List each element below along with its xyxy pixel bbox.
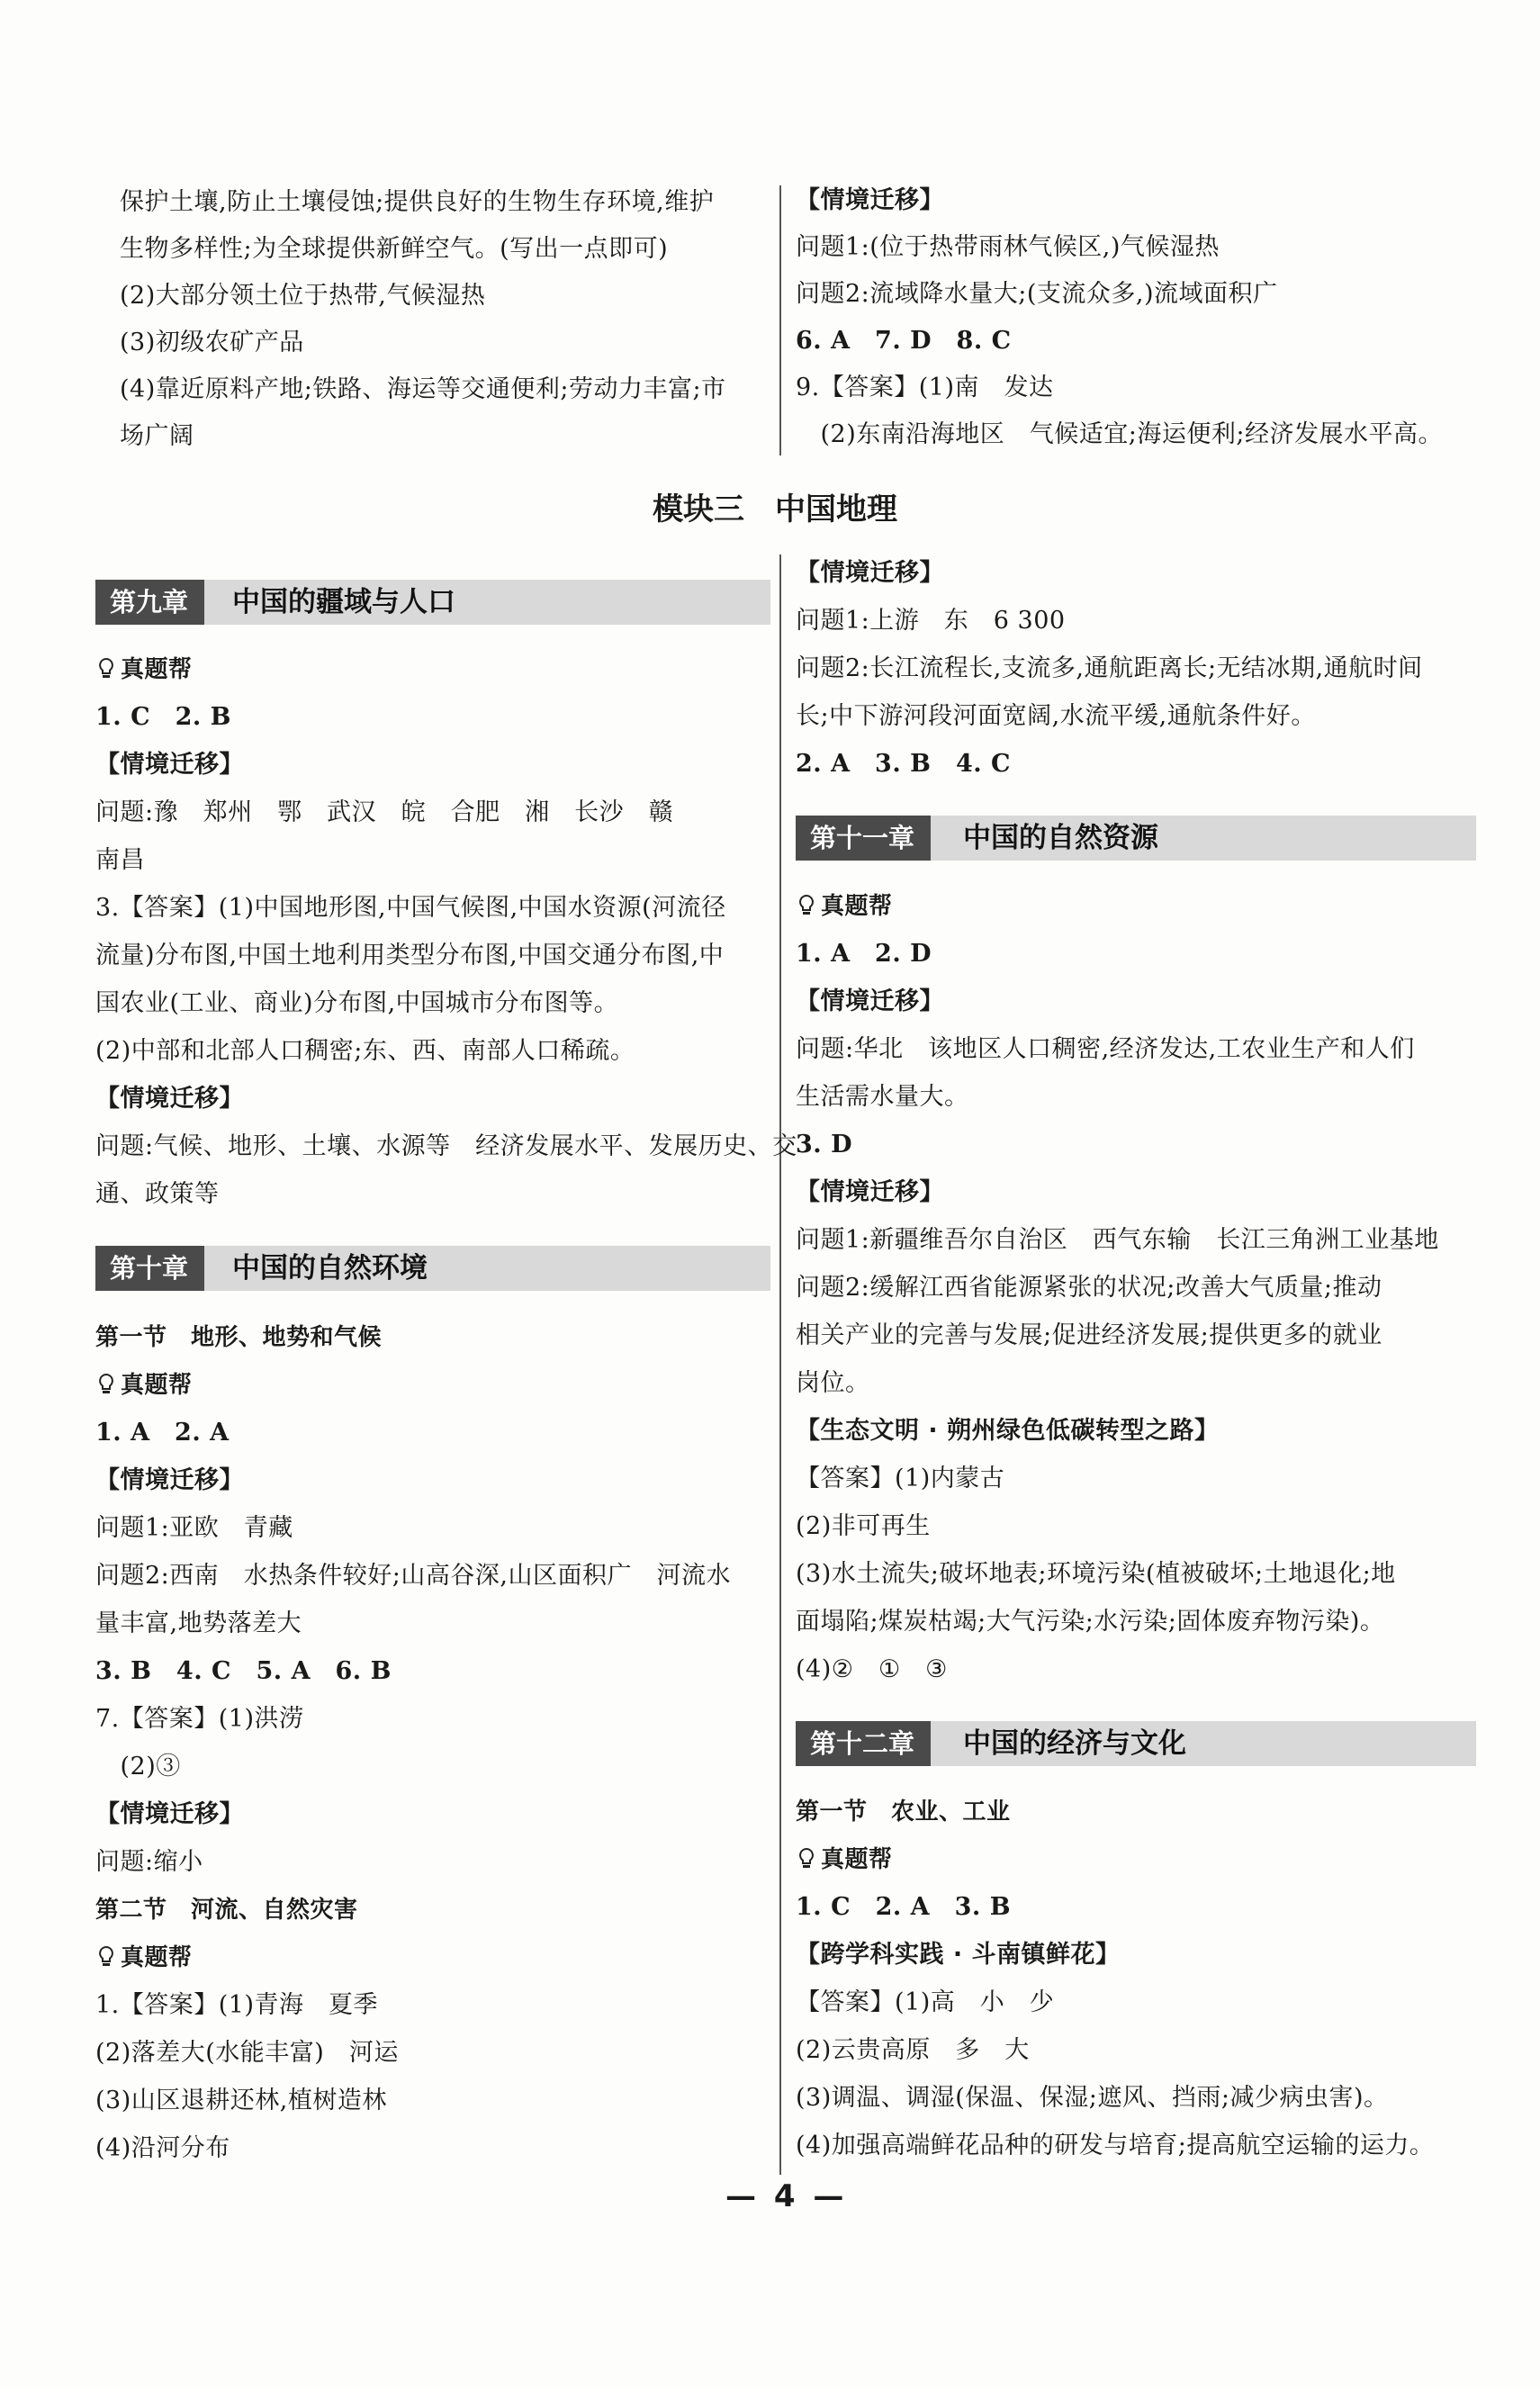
ch9-question-2: 问题:气候、地形、土壤、水源等 经济发展水平、发展历史、交 [95, 1132, 797, 1160]
top-right-answers: 6. A 7. D 8. C [796, 327, 1012, 355]
chapter-11-header [796, 816, 1476, 861]
ch10-question-2: 问题:缩小 [95, 1848, 203, 1876]
ch11-question-2: 问题1:新疆维吾尔自治区 西气东输 长江三角洲工业基地 [796, 1226, 1439, 1254]
top-right-heading: 【情境迁移】 [796, 186, 944, 214]
ch9-answer-3: 流量)分布图,中国土地利用类型分布图,中国交通分布图,中 [95, 942, 725, 969]
zhenti-heading: 真题帮 [97, 1370, 193, 1401]
ch9-answer-3: 3.【答案】(1)中国地形图,中国气候图,中国水资源(河流径 [95, 894, 726, 922]
ch11-question: 生活需水量大。 [796, 1083, 969, 1111]
qingjing-heading: 【情境迁移】 [796, 1178, 944, 1206]
chapter-9-tag: 第九章 [95, 580, 204, 625]
zhenti-heading: 真题帮 [797, 1844, 893, 1875]
ch9-question: 问题:豫 郑州 鄂 武汉 皖 合肥 湘 长沙 赣 [95, 798, 674, 826]
eco-answer: (3)水土流失;破坏地表;环境污染(植被破坏;土地退化;地 [796, 1560, 1396, 1588]
ch11-answer-3: 3. D [796, 1131, 853, 1158]
kx-answer: 【答案】(1)高 小 少 [796, 1988, 1055, 2016]
top-left-line: 场广阔 [120, 422, 194, 450]
ch12-section-1: 第一节 农业、工业 [796, 1799, 1011, 1826]
chapter-12-title: 中国的经济与文化 [963, 1727, 1186, 1760]
kx-answer: (3)调温、调湿(保温、保湿;遮风、挡雨;减少病虫害)。 [796, 2084, 1389, 2112]
page-dash-left: — [725, 2178, 756, 2214]
top-right-line: 9.【答案】(1)南 发达 [796, 374, 1054, 401]
zhenti-heading: 真题帮 [97, 1943, 193, 1973]
ch9-answer-3: 国农业(工业、商业)分布图,中国城市分布图等。 [95, 989, 619, 1017]
ch10-question: 问题2:西南 水热条件较好;山高谷深,山区面积广 河流水 [95, 1562, 731, 1590]
ch11-question-2: 岗位。 [796, 1369, 870, 1397]
ch10-answer-1: (2)落差大(水能丰富) 河运 [95, 2039, 399, 2067]
page-number-value: 4 [773, 2178, 796, 2214]
ch10-right-answers: 2. A 3. B 4. C [796, 750, 1012, 778]
top-column-divider [779, 185, 781, 455]
ch11-answers: 1. A 2. D [796, 940, 932, 968]
eco-answer: (4)② ① ③ [796, 1655, 948, 1683]
lightbulb-icon [97, 657, 115, 681]
qingjing-heading: 【情境迁移】 [796, 987, 944, 1015]
chapter-10-title: 中国的自然环境 [232, 1252, 428, 1285]
eco-answer: 【答案】(1)内蒙古 [796, 1465, 1005, 1492]
ch10-answers-2: 3. B 4. C 5. A 6. B [95, 1657, 392, 1685]
top-left-line: 生物多样性;为全球提供新鲜空气。(写出一点即可) [120, 235, 669, 263]
lightbulb-icon [97, 1373, 115, 1396]
chapter-10-tag: 第十章 [95, 1246, 204, 1291]
qingjing-heading: 【情境迁移】 [796, 559, 944, 587]
ch9-answers: 1. C 2. B [95, 703, 231, 731]
top-right-line: 问题1:(位于热带雨林气候区,)气候湿热 [796, 233, 1220, 261]
chapter-9-header [95, 580, 770, 625]
zhenti-heading: 真题帮 [97, 654, 193, 685]
kx-heading: 【跨学科实践 · 斗南镇鲜花】 [796, 1941, 1121, 1969]
chapter-11-title: 中国的自然资源 [963, 822, 1158, 854]
chapter-12-header [796, 1721, 1476, 1766]
qingjing-heading: 【情境迁移】 [95, 1466, 244, 1494]
ch11-question-2: 问题2:缓解江西省能源紧张的状况;改善大气质量;推动 [796, 1274, 1382, 1302]
ch9-answer-3: (2)中部和北部人口稠密;东、西、南部人口稀疏。 [95, 1037, 635, 1065]
chapter-9-title: 中国的疆域与人口 [232, 586, 455, 618]
ch10-answer-1: (3)山区退耕还林,植树造林 [95, 2087, 387, 2114]
kx-answer: (2)云贵高原 多 大 [796, 2036, 1030, 2064]
page-number [725, 2178, 843, 2214]
ch10-answer-7: (2)③ [95, 1753, 181, 1780]
chapter-10-header [95, 1246, 770, 1291]
ch11-question: 问题:华北 该地区人口稠密,经济发达,工农业生产和人们 [796, 1035, 1415, 1063]
ch10-section-2: 第二节 河流、自然灾害 [95, 1897, 358, 1924]
qingjing-heading: 【情境迁移】 [95, 751, 244, 779]
module-title: 模块三 中国地理 [653, 491, 897, 527]
top-left-line: (4)靠近原料产地;铁路、海运等交通便利;劳动力丰富;市 [120, 375, 726, 403]
eco-heading: 【生态文明 · 朔州绿色低碳转型之路】 [796, 1417, 1220, 1445]
ch12-answers: 1. C 2. A 3. B [796, 1893, 1012, 1921]
chapter-11-tag: 第十一章 [796, 816, 931, 861]
lightbulb-icon [797, 1847, 815, 1871]
lightbulb-icon [97, 1945, 115, 1969]
ch10-question: 问题1:亚欧 青藏 [95, 1514, 293, 1542]
chapter-12-tag: 第十二章 [796, 1721, 931, 1766]
top-left-line: (3)初级农矿产品 [120, 329, 304, 356]
ch10-section-1: 第一节 地形、地势和气候 [95, 1324, 383, 1351]
top-right-line: 问题2:流域降水量大;(支流众多,)流域面积广 [796, 280, 1278, 308]
top-left-line: 保护土壤,防止土壤侵蚀;提供良好的生物生存环境,维护 [120, 188, 715, 216]
top-right-line: (2)东南沿海地区 气候适宜;海运便利;经济发展水平高。 [796, 420, 1443, 448]
top-left-line: (2)大部分领土位于热带,气候湿热 [120, 282, 486, 310]
ch10-right-question: 问题1:上游 东 6 300 [796, 607, 1066, 635]
page-dash-right: — [813, 2178, 844, 2214]
ch10-answers: 1. A 2. A [95, 1419, 230, 1447]
ch10-answer-1: 1.【答案】(1)青海 夏季 [95, 1991, 379, 2019]
ch9-question-2: 通、政策等 [95, 1180, 220, 1208]
ch10-right-question: 长;中下游河段河面宽阔,水流平缓,通航条件好。 [796, 702, 1316, 730]
zhenti-heading: 真题帮 [797, 891, 893, 922]
ch10-question: 量丰富,地势落差大 [95, 1609, 302, 1637]
eco-answer: 面塌陷;煤炭枯竭;大气污染;水污染;固体废弃物污染)。 [796, 1608, 1385, 1636]
main-column-divider [779, 554, 781, 2175]
ch10-answer-1: (4)沿河分布 [95, 2134, 230, 2162]
ch11-question-2: 相关产业的完善与发展;促进经济发展;提供更多的就业 [796, 1321, 1382, 1349]
ch10-answer-7: 7.【答案】(1)洪涝 [95, 1705, 304, 1733]
eco-answer: (2)非可再生 [796, 1512, 931, 1540]
lightbulb-icon [797, 894, 815, 917]
ch9-question-cont: 南昌 [95, 846, 145, 874]
ch10-right-question: 问题2:长江流程长,支流多,通航距离长;无结冰期,通航时间 [796, 654, 1423, 682]
kx-answer: (4)加强高端鲜花品种的研发与培育;提高航空运输的运力。 [796, 2132, 1435, 2159]
qingjing-heading: 【情境迁移】 [95, 1085, 244, 1113]
qingjing-heading: 【情境迁移】 [95, 1800, 244, 1828]
